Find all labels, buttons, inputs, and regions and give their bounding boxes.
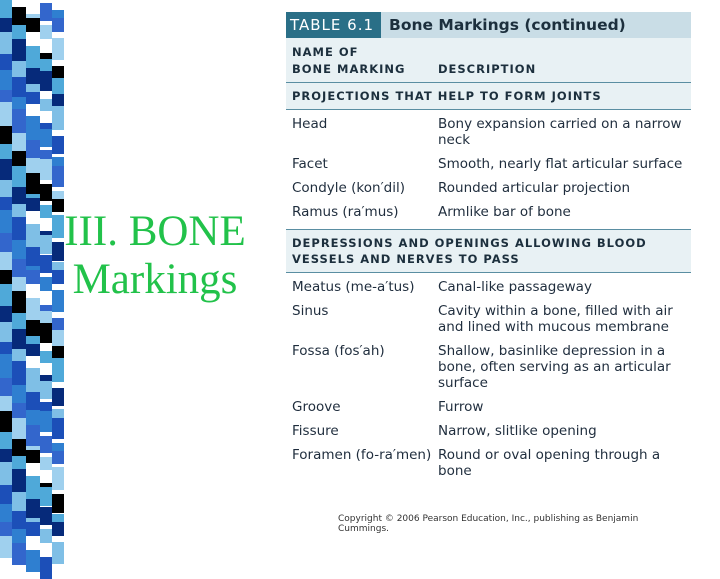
table-header — [286, 12, 691, 38]
stripe-block — [40, 507, 52, 525]
stripe-block — [52, 166, 64, 187]
depressions-rows — [286, 273, 691, 485]
stripe-block — [40, 3, 52, 21]
stripe-block — [40, 351, 52, 363]
stripe-block — [52, 388, 64, 406]
table-row — [286, 421, 691, 445]
stripe-block — [12, 7, 26, 25]
stripe-block — [0, 32, 12, 54]
table-row — [286, 154, 691, 178]
bone-marking-description: Smooth, nearly flat articular surface — [438, 156, 683, 172]
table-title: Bone Markings (continued) — [389, 16, 626, 34]
stripe-block — [0, 396, 12, 411]
bone-marking-name: Facet — [292, 156, 328, 172]
bone-marking-name: Ramus (ra′mus) — [292, 204, 399, 220]
bone-marking-description: Narrow, slitlike opening — [438, 423, 597, 439]
stripe-block — [0, 90, 12, 102]
stripe-block — [26, 476, 40, 499]
section-heading-depressions: DEPRESSIONS AND OPENINGS ALLOWING BLOOD VESSELS AND NERVES TO PASS — [286, 230, 691, 272]
stripe-block — [26, 173, 40, 194]
table-row — [286, 178, 691, 202]
column-header-name-line1: NAME OF — [292, 45, 359, 59]
stripe-block — [52, 136, 64, 154]
stripe-block — [40, 457, 52, 470]
stripe-block — [12, 217, 26, 240]
stripe-block — [12, 39, 26, 61]
table-row — [286, 301, 691, 341]
stripe-block — [40, 487, 52, 506]
table-row — [286, 445, 691, 485]
stripe-block — [0, 126, 12, 144]
stripe-block — [26, 344, 40, 356]
table-row — [286, 277, 691, 301]
stripe-block — [12, 403, 26, 418]
stripe-block — [12, 259, 26, 277]
stripe-block — [12, 204, 26, 217]
stripe-block — [26, 522, 40, 536]
stripe-block — [0, 411, 12, 432]
stripe-block — [0, 210, 12, 233]
stripe-block — [26, 499, 40, 518]
column-header-name — [292, 44, 405, 78]
bone-marking-name: Sinus — [292, 303, 329, 319]
stripe-block — [0, 306, 12, 322]
stripe-block — [26, 92, 40, 104]
stripe-block — [12, 456, 26, 469]
bone-marking-description: Furrow — [438, 399, 484, 415]
bone-marking-description: Rounded articular projection — [438, 180, 631, 196]
stripe-block — [12, 97, 26, 109]
stripe-block — [40, 323, 52, 343]
bone-marking-name: Fossa (fos′ah) — [292, 343, 385, 359]
stripe-block — [0, 70, 12, 90]
stripe-block — [0, 102, 12, 126]
stripe-block — [26, 140, 40, 158]
stripe-block — [52, 346, 64, 358]
bone-marking-description: Bony expansion carried on a narrow neck — [438, 116, 682, 148]
projections-rows — [286, 110, 691, 226]
stripe-block — [40, 129, 52, 147]
stripe-block — [12, 361, 26, 385]
stripe-block — [0, 536, 12, 558]
stripe-block — [12, 187, 26, 204]
bone-marking-name: Meatus (me-a′tus) — [292, 279, 415, 295]
stripe-block — [12, 492, 26, 511]
stripe-block — [12, 439, 26, 456]
stripe-block — [12, 291, 26, 313]
bone-marking-name: Groove — [292, 399, 341, 415]
stripe-block — [0, 522, 12, 536]
stripe-block — [40, 99, 52, 111]
bone-marking-description: Canal-like passageway — [438, 279, 592, 295]
stripe-block — [26, 368, 40, 392]
stripe-block — [40, 381, 52, 399]
slide-title-line1: III. BONE — [64, 208, 246, 255]
bone-marking-description: Shallow, basinlike depression in a bone, often serving as an articular surface — [438, 343, 671, 391]
copyright-footer: Copyright © 2006 Pearson Education, Inc., publishing as Benjamin Cummings. — [338, 514, 639, 534]
stripe-block — [12, 277, 26, 291]
stripe-block — [0, 54, 12, 70]
stripe-block — [12, 385, 26, 403]
stripe-block — [0, 284, 12, 306]
stripe-block — [26, 18, 40, 32]
stripe-block — [0, 504, 12, 522]
bone-marking-name: Condyle (kon′dil) — [292, 180, 405, 196]
column-headers — [286, 38, 691, 82]
column-header-name-line2: BONE MARKING — [292, 62, 406, 76]
stripe-block — [26, 410, 40, 425]
table-row — [286, 341, 691, 397]
stripe-block — [40, 184, 52, 201]
stripe-block — [0, 180, 12, 197]
stripe-block — [12, 240, 26, 259]
stripe-block — [52, 94, 64, 106]
stripe-block — [12, 109, 26, 133]
table-number: TABLE 6.1 — [286, 12, 381, 38]
stripe-block — [12, 77, 26, 97]
stripe-block — [12, 529, 26, 543]
stripe-block — [52, 38, 64, 60]
stripe-block — [26, 392, 40, 410]
slide-title — [30, 208, 280, 304]
stripe-block — [26, 68, 40, 84]
stripe-block — [52, 494, 64, 513]
bone-marking-description: Armlike bar of bone — [438, 204, 571, 220]
stripe-block — [26, 450, 40, 463]
stripe-block — [12, 61, 26, 77]
stripe-block — [12, 349, 26, 361]
slide-title-line2: Markings — [72, 256, 238, 303]
stripe-block — [0, 144, 12, 159]
stripe-block — [12, 25, 26, 39]
stripe-block — [40, 436, 52, 453]
stripe-block — [0, 432, 12, 449]
stripe-block — [12, 469, 26, 492]
stripe-block — [0, 252, 12, 270]
stripe-block — [0, 159, 12, 180]
stripe-block — [26, 320, 40, 336]
stripe-block — [12, 329, 26, 349]
stripe-block — [52, 418, 64, 439]
stripe-block — [52, 358, 64, 382]
bone-markings-table — [286, 12, 691, 490]
stripe-block — [0, 449, 12, 462]
stripe-block — [52, 18, 64, 32]
stripe-block — [0, 378, 12, 396]
stripe-block — [52, 542, 64, 564]
stripe-block — [12, 151, 26, 166]
stripe-block — [0, 322, 12, 342]
stripe-block — [0, 18, 12, 32]
bone-marking-name: Fissure — [292, 423, 339, 439]
stripe-block — [12, 166, 26, 187]
bone-marking-description: Cavity within a bone, filled with air and lined with mucous membrane — [438, 303, 673, 335]
stripe-block — [40, 529, 52, 543]
table-row — [286, 202, 691, 226]
section-heading-projections: PROJECTIONS THAT HELP TO FORM JOINTS — [286, 83, 691, 109]
stripe-block — [12, 543, 26, 565]
stripe-block — [12, 313, 26, 329]
table-row — [286, 114, 691, 154]
stripe-block — [0, 270, 12, 284]
stripe-block — [26, 425, 40, 446]
stripe-block — [52, 106, 64, 130]
stripe-block — [12, 418, 26, 439]
stripe-block — [26, 550, 40, 572]
stripe-block — [0, 354, 12, 378]
stripe-block — [0, 462, 12, 485]
stripe-block — [40, 557, 52, 579]
stripe-block — [52, 451, 64, 464]
stripe-block — [40, 159, 52, 180]
stripe-block — [0, 0, 12, 18]
stripe-block — [26, 116, 40, 140]
stripe-block — [52, 522, 64, 536]
stripe-block — [12, 133, 26, 151]
stripe-block — [0, 485, 12, 504]
column-header-description: DESCRIPTION — [438, 62, 537, 76]
stripe-block — [52, 467, 64, 490]
stripe-block — [12, 511, 26, 529]
stripe-block — [40, 411, 52, 432]
stripe-block — [26, 158, 40, 173]
bone-marking-name: Head — [292, 116, 328, 132]
stripe-block — [0, 342, 12, 354]
stripe-block — [40, 25, 52, 39]
stripe-block — [26, 46, 40, 68]
table-row — [286, 397, 691, 421]
bone-marking-name: Foramen (fo-ra′men) — [292, 447, 432, 463]
bone-marking-description: Round or oval opening through a bone — [438, 447, 661, 479]
stripe-block — [0, 233, 12, 252]
stripe-block — [0, 197, 12, 210]
stripe-block — [40, 71, 52, 91]
